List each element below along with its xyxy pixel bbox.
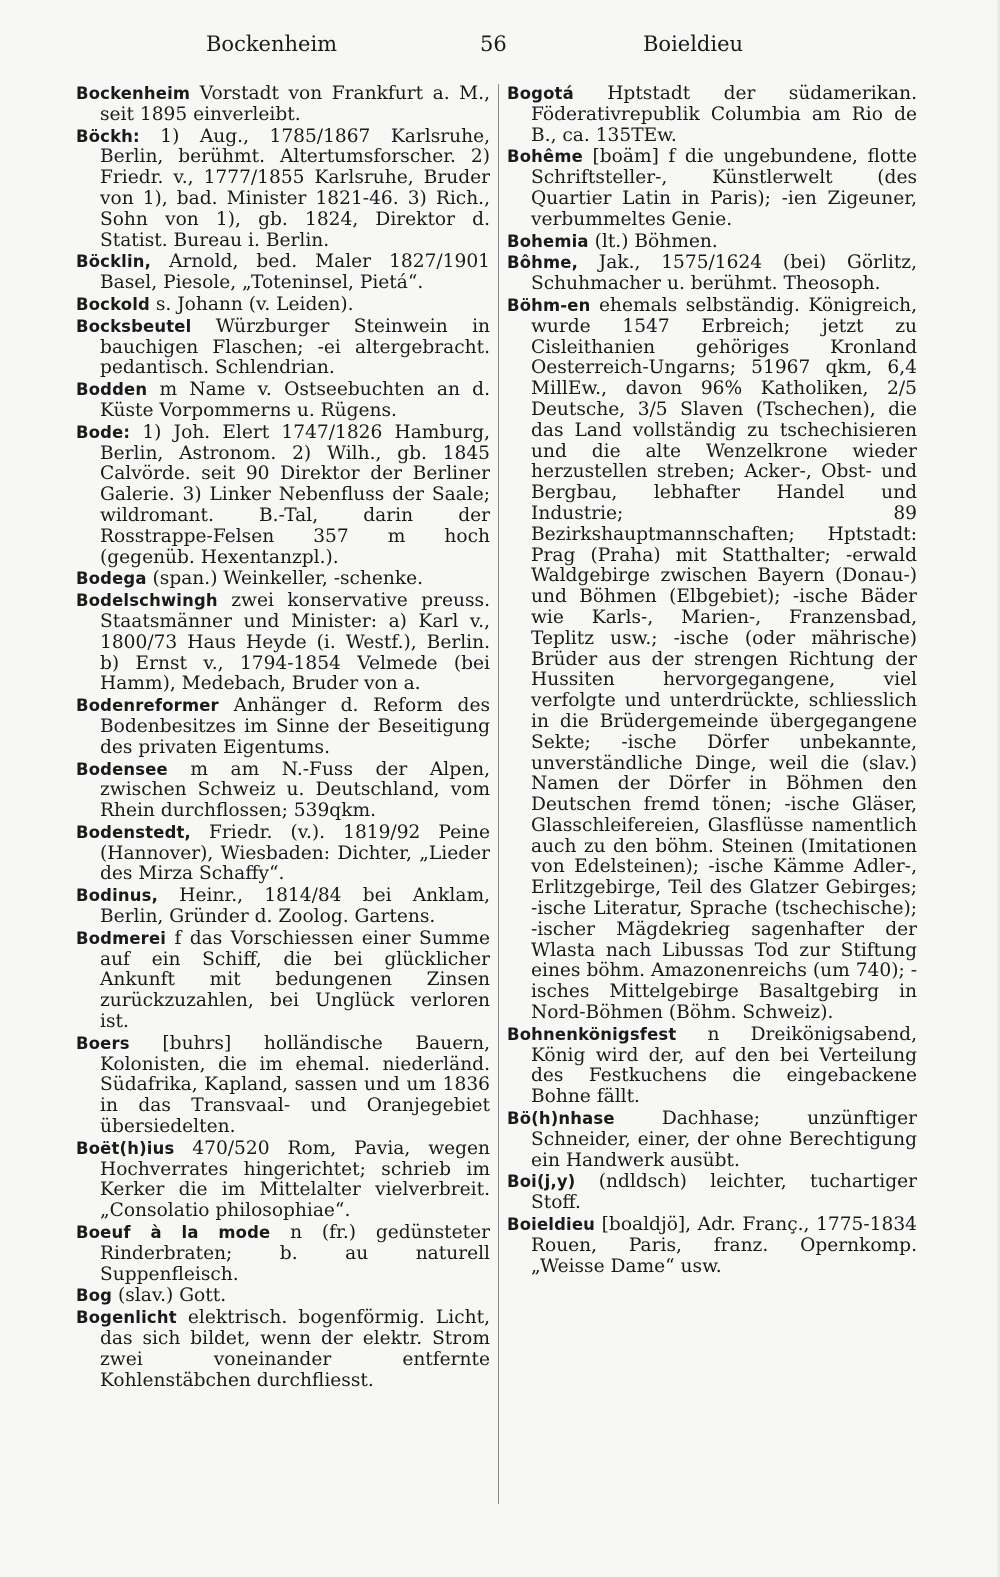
entry-headword: Boeuf à la mode — [76, 1223, 271, 1243]
entry-headword: Bodden — [76, 380, 148, 400]
entry-headword: Bodinus, — [76, 886, 159, 906]
entry-definition: ehemals selbständig. Königreich, wurde 1547 Erbreich; jetzt zu Cisleithanien gehöriges Kronland Oesterreich-Ungarns; 51967 qkm, 6,4 MillEw., davon 96% Katholiken, 2/5 Deutsche, 3/5 Slaven (Tschechen), die das Land vollständig zu tschechisieren und die alte Wenzelkrone wieder herzustellen streben; Acker-, Obst- und Bergbau, lebhafter Handel und Industrie; 89 Bezirkshauptmannschaften; Hptstadt: Prag (Praha) mit Statthalter; -erwald Waldgebirge zwischen Bayern (Donau-) und Böhmen (Elbgebiet); -ische Bäder wie Karls-, Marien-, Franzensbad, Teplitz usw.; -ische (oder mährische) Brüder aus der strengen Richtung der Hussiten hervorgegangene, viel verfolgte und unterdrückte, schliesslich in die Brüdergemeinde übergegangene Sekte; -ische Dörfer unbekannte, unverständliche Dinge, weil die (slav.) Namen der Dörfer in Böhmen den Deutschen fremd tönen; -ische Gläser, Glasschleifereien, Glasflüsse namentlich auch zu den böhm. Steinen (Imitationen von Edelsteinen); -ische Kämme Adler-, Erlitzgebirge, Teil des Glatzer Gebirges; -ische Literatur, Sprache (tschechische); -ischer Mägdekrieg sagenhafter der Wlasta nach Libussas Tod zur Stiftung eines böhm. Amazonenreichs (um 740); -isches Mittelgebirge Basaltgebirg in Nord-Böhmen (Böhm. Schweiz). — [531, 294, 917, 1024]
entry-definition: elektrisch. bogenförmig. Licht, das sich bildet, wenn der elektr. Strom zwei voneinander entfernte Kohlenstäbchen durchfliesst. — [100, 1307, 490, 1391]
dictionary-entry — [76, 569, 490, 590]
dictionary-entry — [76, 1034, 490, 1138]
entry-definition: n Dreikönigsabend, König wird der, auf den bei Verteilung des Festkuchens die eingebackene Bohne fällt. — [531, 1023, 917, 1108]
entry-definition: (ndldsch) leichter, tuchartiger Stoff. — [531, 1171, 917, 1214]
dictionary-entry — [507, 1215, 917, 1277]
entry-headword: Boët(h)ius — [76, 1138, 175, 1158]
dictionary-entry — [507, 1109, 917, 1171]
entry-definition: s. Johann (v. Leiden). — [149, 293, 354, 315]
entry-definition: Friedr. (v.). 1819/92 Peine (Hannover), Wiesbaden: Dichter, „Lieder des Mirza Schaffy“. — [100, 821, 490, 885]
entry-definition: Hptstadt der südamerikan. Föderativrepublik Columbia am Rio de B., ca. 135TEw. — [531, 83, 917, 146]
column-divider — [498, 84, 499, 1504]
entry-headword: Bodensee — [76, 759, 168, 779]
entry-headword: Böcklin, — [76, 252, 152, 272]
running-header — [0, 28, 1000, 68]
entry-definition: m am N.-Fuss der Alpen, zwischen Schweiz u. Deutschland, vom Rhein durchflossen; 539qkm. — [100, 758, 490, 822]
entry-definition: [boäm] f die ungebundene, flotte Schriftsteller-, Künstlerwelt (des Quartier Latin in Paris); -ien Zigeuner, verbummeltes Genie. — [531, 146, 917, 230]
entry-definition: Würzburger Steinwein in bauchigen Flaschen; -ei altergebracht. pedantisch. Schlendrian. — [100, 315, 490, 379]
dictionary-entry — [76, 1223, 490, 1285]
dictionary-entry — [76, 823, 490, 885]
entry-definition: Dachhase; unzünftiger Schneider, einer, der ohne Berechtigung ein Handwerk ausübt. — [531, 1108, 917, 1171]
dictionary-entry — [76, 380, 490, 422]
dictionary-entry — [76, 84, 490, 126]
dictionary-entry — [76, 1286, 490, 1307]
entry-headword: Böckh: — [76, 126, 140, 146]
dictionary-entry — [507, 1025, 917, 1108]
entry-definition: f das Vorschiessen einer Summe auf ein Schiff, die bei glücklicher Ankunft mit bedungenen Zinsen zurückzuzahlen, bei Unglück verloren ist. — [100, 927, 490, 1033]
dictionary-entry — [76, 127, 490, 252]
dictionary-entry — [76, 760, 490, 822]
entry-headword: Bôhme, — [507, 253, 579, 273]
entry-definition: (span.) Weinkeller, -schenke. — [146, 568, 424, 590]
dictionary-entry — [76, 295, 490, 316]
entry-definition: 1) Joh. Elert 1747/1826 Hamburg, Berlin, Astronom. 2) Wilh., gb. 1845 Calvörde. seit 90 Direktor der Berliner Galerie. 3) Linker Nebenfluss der Saale; wildromant. B.-Tal, darin der Rosstrappe-Felsen 357 m hoch (gegenüb. Hexentanzpl.). — [100, 421, 490, 568]
entry-headword: Boi(j,y) — [507, 1172, 576, 1192]
entry-headword: Bö(h)nhase — [507, 1109, 615, 1129]
header-first-entry: Bockenheim — [206, 32, 338, 56]
entry-headword: Böhm-en — [507, 295, 591, 315]
dictionary-entry — [507, 232, 917, 253]
entry-definition: Arnold, bed. Maler 1827/1901 Basel, Piesole, „Toteninsel, Pietá“. — [100, 251, 490, 294]
entry-definition: Anhänger d. Reform des Bodenbesitzes im Sinne der Beseitigung des privaten Eigentums. — [100, 695, 490, 758]
entry-headword: Bocksbeutel — [76, 316, 192, 336]
dictionary-entry — [76, 252, 490, 294]
page-edge — [996, 0, 1000, 1577]
entry-definition: 1) Aug., 1785/1867 Karlsruhe, Berlin, berühmt. Altertumsforscher. 2) Friedr. v., 1777/1855 Karlsruhe, Bruder von 1), bad. Minister 1821-46. 3) Rich., Sohn von 1), gb. 1824, Direktor d. Statist. Bureau i. Berlin. — [100, 125, 490, 251]
dictionary-entry — [76, 696, 490, 758]
entry-definition: zwei konservative preuss. Staatsmänner und Minister: a) Karl v., 1800/73 Haus Heyde (i. Westf.), Berlin. b) Ernst v., 1794-1854 Velmede (bei Hamm), Medebach, Bruder von a. — [100, 590, 490, 695]
entry-headword: Bodenstedt, — [76, 822, 191, 842]
dictionary-entry — [76, 886, 490, 928]
entry-headword: Bogenlicht — [76, 1308, 177, 1328]
entry-definition: [boaldjö], Adr. Franç., 1775-1834 Rouen, Paris, franz. Opernkomp. „Weisse Dame“ usw. — [531, 1214, 917, 1277]
entry-headword: Bodenreformer — [76, 696, 219, 716]
dictionary-entry — [76, 423, 490, 569]
left-column — [76, 84, 490, 1392]
dictionary-entry — [507, 253, 917, 295]
entry-headword: Bohemia — [507, 231, 589, 251]
entry-definition: Heinr., 1814/84 bei Anklam, Berlin, Gründer d. Zoolog. Gartens. — [100, 885, 490, 928]
entry-headword: Bodega — [76, 569, 147, 589]
page-number: 56 — [480, 32, 507, 56]
entry-definition: Vorstadt von Frankfurt a. M., seit 1895 einverleibt. — [100, 83, 490, 125]
entry-definition: 470/520 Rom, Pavia, wegen Hochverrates hingerichtet; schrieb im Kerker die im Mittelalter vielverbreit. „Consolatio philosophiae“. — [100, 1137, 490, 1222]
entry-headword: Bode: — [76, 422, 131, 442]
dictionary-entry — [507, 147, 917, 230]
entry-headword: Bogotá — [507, 84, 574, 103]
entry-definition: Jak., 1575/1624 (bei) Görlitz, Schuhmacher u. berühmt. Theosoph. — [531, 252, 917, 295]
entry-headword: Bodelschwingh — [76, 591, 218, 611]
dictionary-entry — [507, 296, 917, 1024]
entry-headword: Boers — [76, 1033, 130, 1053]
dictionary-entry — [76, 317, 490, 379]
entry-definition: (lt.) Böhmen. — [588, 230, 718, 252]
header-last-entry: Boieldieu — [643, 32, 744, 56]
entry-headword: Bog — [76, 1286, 113, 1306]
dictionary-entry — [507, 1172, 917, 1214]
dictionary-entry — [76, 929, 490, 1033]
entry-definition: n (fr.) gedünsteter Rinderbraten; b. au naturell Suppenfleisch. — [100, 1222, 490, 1285]
entry-headword: Bohnenkönigsfest — [507, 1024, 677, 1044]
dictionary-entry — [76, 591, 490, 695]
entry-headword: Bockold — [76, 294, 150, 314]
dictionary-entry — [76, 1308, 490, 1391]
entry-headword: Boieldieu — [507, 1215, 596, 1235]
entry-headword: Bodmerei — [76, 928, 167, 948]
entry-headword: Bohême — [507, 147, 583, 167]
entry-definition: (slav.) Gott. — [112, 1285, 227, 1307]
entry-definition: m Name v. Ostseebuchten an d. Küste Vorpommerns u. Rügens. — [100, 379, 490, 421]
entry-headword: Bockenheim — [76, 84, 191, 103]
right-column — [507, 84, 917, 1278]
dictionary-entry — [76, 1139, 490, 1222]
dictionary-entry — [507, 84, 917, 146]
entry-definition: [buhrs] holländische Bauern, Kolonisten, die im ehemal. niederländ. Südafrika, Kapland, sassen und um 1836 in das Transvaal- und Oranjegebiet übersiedelten. — [100, 1032, 490, 1138]
